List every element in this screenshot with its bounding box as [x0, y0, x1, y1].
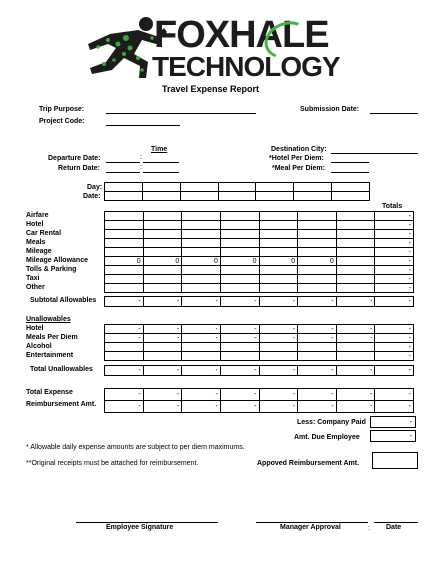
trip-purpose-field[interactable] — [106, 113, 256, 114]
amount-cell[interactable]: 0 — [182, 257, 221, 266]
amount-cell[interactable] — [298, 212, 337, 221]
amount-cell[interactable] — [143, 284, 182, 293]
table-row — [105, 366, 414, 376]
total-cell[interactable]: - — [375, 257, 414, 266]
amount-cell[interactable] — [220, 343, 259, 352]
table-row — [105, 352, 414, 361]
hotel-per-diem-label: *Hotel Per Diem: — [269, 155, 324, 162]
table-row — [105, 248, 414, 257]
departure-time-field[interactable] — [143, 162, 179, 163]
amount-cell[interactable] — [220, 275, 259, 284]
table-row — [105, 212, 414, 221]
total-cell[interactable]: - — [375, 266, 414, 275]
project-code-label: Project Code: — [39, 118, 85, 125]
approved-reimbursement-label: Appoved Reimbursement Amt. — [257, 460, 360, 467]
amount-cell[interactable] — [336, 284, 375, 293]
total-cell[interactable]: - — [375, 248, 414, 257]
row-label: Hotel — [26, 325, 44, 332]
amount-cell[interactable]: - — [105, 325, 144, 334]
amount-cell[interactable]: - — [298, 334, 337, 343]
meal-per-diem-label: *Meal Per Diem: — [272, 165, 325, 172]
amount-cell[interactable]: - — [220, 325, 259, 334]
amount-cell[interactable]: - — [220, 401, 259, 413]
amount-cell[interactable] — [182, 239, 221, 248]
amount-cell[interactable]: - — [182, 297, 221, 307]
amount-cell[interactable] — [336, 239, 375, 248]
amount-cell[interactable] — [105, 212, 144, 221]
row-label: Meals Per Diem — [26, 334, 78, 341]
amount-cell[interactable] — [298, 343, 337, 352]
amount-cell[interactable] — [182, 230, 221, 239]
day-date-grid — [104, 182, 370, 201]
amount-cell[interactable] — [105, 352, 144, 361]
subtotal-allowables-grid — [104, 296, 414, 307]
amount-cell[interactable] — [336, 266, 375, 275]
table-row — [105, 266, 414, 275]
amount-cell[interactable] — [105, 221, 144, 230]
table-row — [105, 230, 414, 239]
total-cell[interactable]: - — [375, 343, 414, 352]
date-signature-line[interactable] — [374, 522, 418, 523]
total-cell[interactable]: - — [375, 275, 414, 284]
date-cell[interactable] — [180, 192, 218, 201]
day-cell[interactable] — [256, 183, 294, 192]
submission-date-field[interactable] — [370, 113, 418, 114]
departure-date-label: Departure Date: — [48, 155, 101, 162]
amount-cell[interactable]: - — [220, 389, 259, 401]
table-row — [105, 389, 414, 401]
amount-cell[interactable] — [105, 239, 144, 248]
amount-cell[interactable] — [143, 212, 182, 221]
amount-cell[interactable] — [220, 212, 259, 221]
destination-city-field[interactable] — [331, 153, 418, 154]
amount-cell[interactable] — [182, 352, 221, 361]
amount-cell[interactable]: 0 — [259, 257, 298, 266]
amount-cell[interactable] — [259, 352, 298, 361]
amount-cell[interactable] — [220, 239, 259, 248]
day-cell[interactable] — [142, 183, 180, 192]
less-company-paid-value: - — [409, 419, 412, 426]
amount-cell[interactable] — [336, 275, 375, 284]
day-cell[interactable] — [105, 183, 143, 192]
row-label: Tolls & Parking — [26, 266, 77, 273]
amount-cell[interactable] — [143, 275, 182, 284]
amount-cell[interactable] — [143, 221, 182, 230]
amount-cell[interactable] — [143, 343, 182, 352]
amount-cell[interactable]: - — [220, 366, 259, 376]
trip-purpose-label: Trip Purpose: — [39, 106, 85, 113]
amount-cell[interactable] — [336, 248, 375, 257]
return-date-label: Return Date: — [58, 165, 101, 172]
amount-cell[interactable] — [143, 266, 182, 275]
amount-cell[interactable] — [182, 284, 221, 293]
departure-date-field[interactable] — [106, 162, 140, 163]
amount-cell[interactable]: - — [182, 325, 221, 334]
date-cell[interactable] — [294, 192, 332, 201]
amount-cell[interactable]: - — [298, 366, 337, 376]
note-receipts: **Original receipts must be attached for reimbursement. — [26, 460, 199, 467]
totals-heading: Totals — [382, 203, 403, 210]
page-title: Travel Expense Report — [162, 84, 260, 94]
day-cell[interactable] — [294, 183, 332, 192]
amount-cell[interactable] — [298, 248, 337, 257]
amount-cell[interactable] — [259, 248, 298, 257]
total-cell[interactable]: - — [375, 212, 414, 221]
date-label: Date: — [83, 193, 101, 200]
amount-cell[interactable] — [336, 343, 375, 352]
amount-cell[interactable] — [298, 275, 337, 284]
row-label: Car Rental — [26, 230, 62, 237]
amount-cell[interactable] — [298, 352, 337, 361]
amount-cell[interactable] — [259, 275, 298, 284]
amount-cell[interactable] — [336, 352, 375, 361]
amount-cell[interactable] — [182, 275, 221, 284]
amount-cell[interactable] — [298, 230, 337, 239]
day-row — [105, 183, 370, 192]
date-cell[interactable] — [105, 192, 143, 201]
amount-cell[interactable] — [143, 239, 182, 248]
date-row — [105, 192, 370, 201]
total-cell[interactable]: - — [375, 297, 414, 307]
amount-cell[interactable] — [220, 230, 259, 239]
amount-cell[interactable] — [259, 266, 298, 275]
total-cell[interactable]: - — [375, 352, 414, 361]
manager-approval-line[interactable] — [256, 522, 368, 523]
submission-date-label: Submission Date: — [300, 106, 360, 113]
amount-cell[interactable]: - — [105, 297, 144, 307]
table-row — [105, 239, 414, 248]
amount-cell[interactable] — [182, 248, 221, 257]
row-label: Airfare — [26, 212, 49, 219]
table-row — [105, 257, 414, 266]
amount-cell[interactable] — [336, 230, 375, 239]
amount-cell[interactable]: - — [182, 334, 221, 343]
day-cell[interactable] — [180, 183, 218, 192]
amount-cell[interactable]: - — [336, 325, 375, 334]
amount-cell[interactable] — [259, 284, 298, 293]
row-label: Other — [26, 284, 45, 291]
amount-cell[interactable]: - — [298, 325, 337, 334]
day-cell[interactable] — [332, 183, 370, 192]
amount-cell[interactable]: - — [220, 334, 259, 343]
less-company-paid-label: Less: Company Paid — [297, 419, 366, 426]
row-label: Hotel — [26, 221, 44, 228]
amount-cell[interactable] — [220, 352, 259, 361]
amount-cell[interactable]: - — [220, 297, 259, 307]
row-label: Mileage Allowance — [26, 257, 88, 264]
amt-due-employee-box[interactable] — [370, 430, 416, 442]
meal-per-diem-field[interactable] — [331, 172, 369, 173]
destination-city-label: Destination City: — [271, 146, 327, 153]
amount-cell[interactable]: - — [298, 401, 337, 413]
date-cell[interactable] — [332, 192, 370, 201]
table-row — [105, 275, 414, 284]
amount-cell[interactable]: - — [105, 389, 144, 401]
amount-cell[interactable]: - — [298, 389, 337, 401]
amount-cell[interactable]: - — [143, 297, 182, 307]
amount-cell[interactable]: 0 — [105, 257, 144, 266]
amount-cell[interactable] — [336, 221, 375, 230]
date-cell[interactable] — [142, 192, 180, 201]
day-label: Day: — [87, 184, 103, 191]
amount-cell[interactable]: - — [105, 401, 144, 413]
logo-line1: FOXHALE — [154, 14, 329, 56]
table-row — [105, 334, 414, 343]
amount-cell[interactable]: - — [259, 401, 298, 413]
hotel-per-diem-field[interactable] — [331, 162, 369, 163]
allowables-grid — [104, 211, 414, 293]
amount-cell[interactable] — [182, 221, 221, 230]
table-row — [105, 325, 414, 334]
amount-cell[interactable]: - — [259, 389, 298, 401]
amt-due-employee-value: - — [409, 433, 412, 440]
total-cell[interactable]: - — [375, 221, 414, 230]
amount-cell[interactable] — [259, 212, 298, 221]
amount-cell[interactable]: - — [143, 334, 182, 343]
less-company-paid-box[interactable] — [370, 416, 416, 428]
date-cell[interactable] — [218, 192, 256, 201]
amount-cell[interactable] — [336, 212, 375, 221]
amount-cell[interactable]: - — [336, 366, 375, 376]
amount-cell[interactable]: 0 — [298, 257, 337, 266]
return-time-field[interactable] — [143, 172, 179, 173]
amount-cell[interactable]: - — [336, 401, 375, 413]
amount-cell[interactable] — [105, 230, 144, 239]
date-cell[interactable] — [256, 192, 294, 201]
amount-cell[interactable] — [182, 212, 221, 221]
amount-cell[interactable] — [182, 266, 221, 275]
company-logo — [68, 14, 378, 82]
employee-signature-label: Employee Signature — [106, 524, 174, 531]
amount-cell[interactable]: 0 — [220, 257, 259, 266]
amount-cell[interactable] — [105, 275, 144, 284]
amount-cell[interactable]: - — [105, 334, 144, 343]
row-label: Entertainment — [26, 352, 74, 359]
total-cell[interactable]: - — [375, 230, 414, 239]
amount-cell[interactable] — [220, 266, 259, 275]
row-label: Taxi — [26, 275, 40, 282]
manager-approval-label: Manager Approval — [280, 524, 341, 531]
project-code-field[interactable] — [106, 125, 180, 126]
total-cell[interactable]: - — [375, 284, 414, 293]
amount-cell[interactable] — [298, 239, 337, 248]
amount-cell[interactable] — [298, 266, 337, 275]
amount-cell[interactable] — [336, 257, 375, 266]
amount-cell[interactable] — [143, 352, 182, 361]
table-row — [105, 221, 414, 230]
amount-cell[interactable]: - — [259, 334, 298, 343]
amount-cell[interactable] — [220, 248, 259, 257]
employee-signature-line[interactable] — [76, 522, 218, 523]
amount-cell[interactable]: - — [298, 297, 337, 307]
amount-cell[interactable]: - — [259, 325, 298, 334]
amount-cell[interactable] — [259, 239, 298, 248]
amount-cell[interactable]: - — [259, 297, 298, 307]
approved-reimbursement-box[interactable] — [372, 452, 418, 469]
amount-cell[interactable]: - — [143, 389, 182, 401]
unallowables-grid — [104, 324, 414, 361]
subtotal-allowables-label: Subtotal Allowables — [30, 297, 97, 304]
total-cell[interactable]: - — [375, 389, 414, 401]
amount-cell[interactable] — [143, 230, 182, 239]
amount-cell[interactable]: - — [182, 366, 221, 376]
amount-cell[interactable] — [105, 284, 144, 293]
amount-cell[interactable] — [259, 343, 298, 352]
amount-cell[interactable] — [259, 221, 298, 230]
return-time-colon: : — [140, 164, 142, 171]
return-date-field[interactable] — [106, 172, 140, 173]
row-label: Reimbursement Amt. — [26, 401, 97, 408]
amount-cell[interactable] — [220, 221, 259, 230]
amount-cell[interactable] — [298, 221, 337, 230]
total-cell[interactable]: - — [375, 401, 414, 413]
amount-cell[interactable]: - — [336, 334, 375, 343]
amount-cell[interactable]: - — [336, 389, 375, 401]
row-label: Total Expense — [26, 389, 73, 396]
amount-cell[interactable]: - — [259, 366, 298, 376]
amount-cell[interactable]: - — [143, 366, 182, 376]
total-unallowables-grid — [104, 365, 414, 376]
row-label: Mileage — [26, 248, 52, 255]
amount-cell[interactable] — [143, 248, 182, 257]
total-cell[interactable]: - — [375, 366, 414, 376]
amount-cell[interactable] — [105, 343, 144, 352]
amount-cell[interactable] — [182, 343, 221, 352]
time-heading: Time — [151, 146, 168, 153]
amount-cell[interactable] — [220, 284, 259, 293]
signature-colon: : — [368, 525, 370, 532]
amt-due-employee-label: Amt. Due Employee — [294, 434, 360, 441]
amount-cell[interactable] — [259, 230, 298, 239]
amount-cell[interactable]: - — [182, 401, 221, 413]
table-row — [105, 343, 414, 352]
totals-grid — [104, 388, 414, 413]
row-label: Meals — [26, 239, 46, 246]
total-cell[interactable]: - — [375, 239, 414, 248]
date-signature-label: Date — [386, 524, 402, 531]
unallowables-heading: Unallowables — [26, 316, 71, 323]
amount-cell[interactable]: - — [182, 389, 221, 401]
amount-cell[interactable]: 0 — [143, 257, 182, 266]
amount-cell[interactable]: - — [105, 366, 144, 376]
table-row — [105, 297, 414, 307]
total-cell[interactable]: - — [375, 334, 414, 343]
amount-cell[interactable] — [105, 248, 144, 257]
note-per-diem: * Allowable daily expense amounts are subject to per diem maximums. — [26, 444, 245, 451]
amount-cell[interactable]: - — [143, 401, 182, 413]
table-row — [105, 401, 414, 413]
departure-time-colon: : — [140, 154, 142, 161]
logo-line2: TECHNOLOGY — [152, 51, 340, 82]
amount-cell[interactable]: - — [336, 297, 375, 307]
day-cell[interactable] — [218, 183, 256, 192]
total-cell[interactable]: - — [375, 325, 414, 334]
amount-cell[interactable]: - — [143, 325, 182, 334]
table-row — [105, 284, 414, 293]
amount-cell[interactable] — [105, 266, 144, 275]
row-label: Alcohol — [26, 343, 52, 350]
amount-cell[interactable] — [298, 284, 337, 293]
total-unallowables-label: Total Unallowables — [30, 366, 93, 373]
